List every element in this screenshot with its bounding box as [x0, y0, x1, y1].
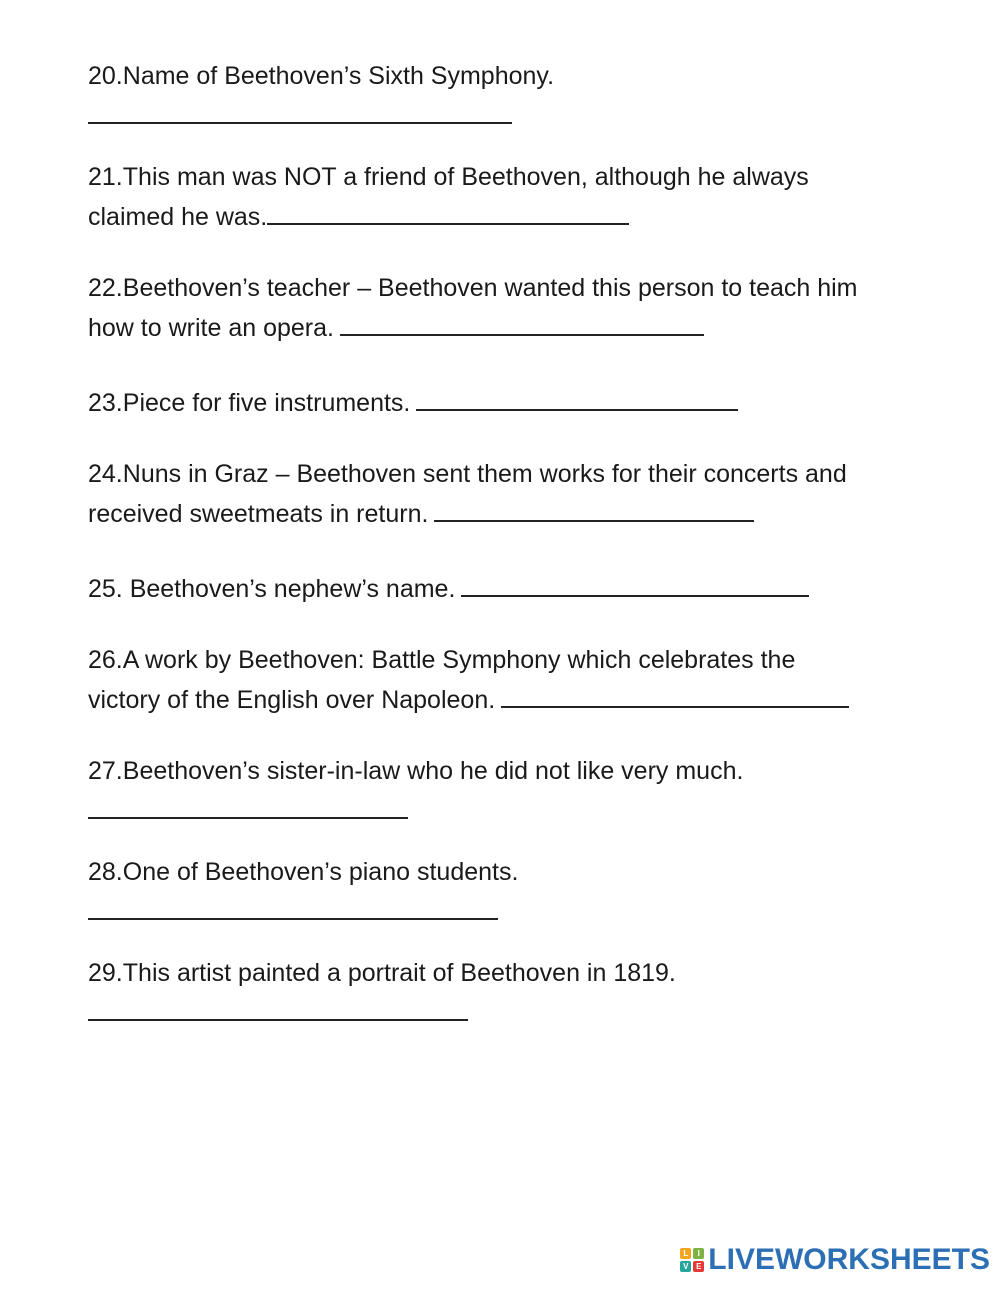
answer-21-input[interactable]	[267, 195, 629, 225]
question-24-text-line-2: received sweetmeats in return.	[88, 492, 938, 532]
question-27	[88, 753, 938, 819]
answer-29-input[interactable]	[88, 995, 468, 1021]
question-26	[88, 642, 938, 718]
question-26-text-line-2: victory of the English over Napoleon.	[88, 678, 938, 718]
liveworksheets-brand[interactable]	[680, 1243, 990, 1277]
answer-25-input[interactable]	[461, 567, 809, 597]
question-28-text: 28.One of Beethoven’s piano students.	[88, 858, 519, 886]
answer-24-input[interactable]	[434, 492, 754, 522]
answer-23-input[interactable]	[416, 381, 738, 411]
answer-27-input[interactable]	[88, 793, 408, 819]
question-27-text: 27.Beethoven’s sister-in-law who he did not like very much.	[88, 757, 744, 785]
answer-20-input[interactable]	[88, 98, 512, 124]
question-20	[88, 58, 938, 124]
question-29	[88, 955, 938, 1021]
question-20-text: 20.Name of Beethoven’s Sixth Symphony.	[88, 62, 555, 90]
liveworksheets-logo-icon	[680, 1248, 704, 1272]
question-23-text: 23.Piece for five instruments.	[88, 381, 938, 421]
question-25	[88, 567, 938, 607]
question-21-text-line-1: 21.This man was NOT a friend of Beethoven, although he always	[88, 163, 809, 191]
question-21	[88, 159, 938, 235]
question-29-text: 29.This artist painted a portrait of Beethoven in 1819.	[88, 959, 676, 987]
answer-28-input[interactable]	[88, 894, 498, 920]
question-24-text-line-1: 24.Nuns in Graz – Beethoven sent them works for their concerts and	[88, 460, 847, 488]
logo-tile-1: L	[680, 1248, 691, 1259]
answer-26-input[interactable]	[501, 678, 849, 708]
question-26-text-line-1: 26.A work by Beethoven: Battle Symphony which celebrates the	[88, 646, 796, 674]
question-22	[88, 270, 938, 346]
question-25-text: 25. Beethoven’s nephew’s name.	[88, 567, 938, 607]
logo-tile-3: V	[680, 1261, 691, 1272]
logo-tile-2: I	[693, 1248, 704, 1259]
question-22-text-line-2: how to write an opera.	[88, 306, 938, 346]
logo-tile-4: E	[693, 1261, 704, 1272]
question-23	[88, 381, 938, 421]
question-28	[88, 854, 938, 920]
question-24	[88, 456, 938, 532]
answer-22-input[interactable]	[340, 306, 704, 336]
worksheet	[88, 58, 938, 1056]
brand-name: LIVEWORKSHEETS	[708, 1243, 990, 1276]
question-22-text-line-1: 22.Beethoven’s teacher – Beethoven wanted this person to teach him	[88, 274, 858, 302]
question-21-text-line-2: claimed he was.	[88, 195, 938, 235]
